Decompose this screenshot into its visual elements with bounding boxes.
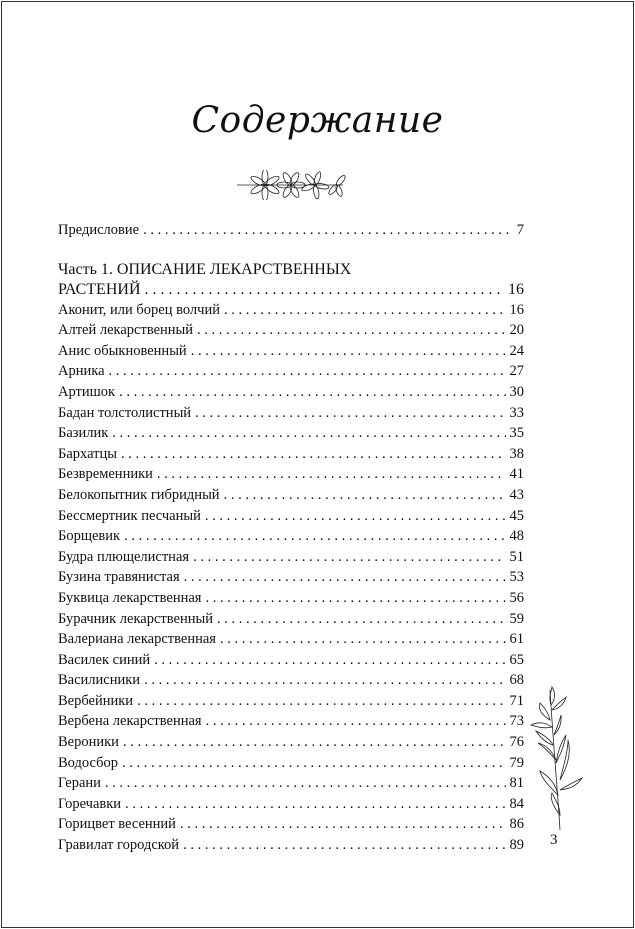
toc-entry-page: 61 bbox=[509, 631, 524, 648]
toc-entry-label: Будра плющелистная bbox=[58, 548, 190, 565]
leader-dots bbox=[145, 280, 505, 300]
leader-dots bbox=[119, 382, 505, 403]
leader-dots bbox=[109, 361, 506, 382]
toc-entry-page: 7 bbox=[516, 222, 524, 238]
toc-entry[interactable] bbox=[58, 732, 524, 753]
toc-entry[interactable] bbox=[58, 567, 524, 588]
toc-entry-label: Артишок bbox=[58, 383, 116, 400]
toc-entry[interactable] bbox=[58, 526, 524, 547]
toc-entry-label: Вербейники bbox=[58, 692, 134, 709]
toc-entry-page: 16 bbox=[509, 301, 524, 318]
toc-entry-page: 84 bbox=[509, 795, 524, 812]
leader-dots bbox=[144, 670, 505, 691]
toc-entry[interactable] bbox=[58, 320, 524, 341]
toc-entry-page: 33 bbox=[509, 404, 524, 421]
toc-entry-page: 56 bbox=[509, 589, 524, 606]
flower-ornament-icon bbox=[235, 170, 385, 200]
table-of-contents bbox=[58, 220, 524, 856]
leader-dots bbox=[154, 650, 505, 671]
leader-dots bbox=[206, 711, 506, 732]
toc-entry[interactable] bbox=[58, 361, 524, 382]
toc-entry-page: 41 bbox=[509, 466, 524, 483]
toc-entry[interactable] bbox=[58, 444, 524, 465]
toc-entry[interactable] bbox=[58, 423, 524, 444]
toc-entry-label: Гравилат городской bbox=[58, 837, 180, 854]
leader-dots bbox=[121, 444, 506, 465]
toc-entry-label: Вероники bbox=[58, 734, 119, 751]
leader-dots bbox=[193, 547, 505, 568]
leader-dots bbox=[105, 773, 506, 794]
leader-dots bbox=[197, 320, 505, 341]
toc-entry-page: 20 bbox=[509, 322, 524, 339]
leader-dots bbox=[205, 588, 505, 609]
toc-entry[interactable] bbox=[58, 814, 524, 835]
toc-entry-label: Бадан толстолистный bbox=[58, 404, 192, 421]
toc-entry-label: Безвременники bbox=[58, 466, 153, 483]
toc-entry-page: 65 bbox=[509, 651, 524, 668]
toc-entry-page: 89 bbox=[509, 837, 524, 854]
toc-entry-label: Валериана лекарственная bbox=[58, 631, 216, 648]
toc-entry-label: Предисловие bbox=[58, 222, 140, 238]
leader-dots bbox=[224, 300, 506, 321]
toc-entry[interactable] bbox=[58, 588, 524, 609]
toc-entry-label: Борщевик bbox=[58, 528, 121, 545]
toc-entry-page: 24 bbox=[509, 342, 524, 359]
toc-entry[interactable] bbox=[58, 485, 524, 506]
leader-dots bbox=[224, 485, 506, 506]
leader-dots bbox=[184, 567, 506, 588]
toc-entry[interactable] bbox=[58, 711, 524, 732]
toc-entry-page: 16 bbox=[508, 280, 524, 298]
toc-entry[interactable] bbox=[58, 464, 524, 485]
leader-dots bbox=[125, 794, 505, 815]
toc-entry[interactable] bbox=[58, 670, 524, 691]
part-title-line1: Часть 1. ОПИСАНИЕ ЛЕКАРСТВЕННЫХ bbox=[58, 260, 352, 278]
leader-dots bbox=[157, 464, 506, 485]
toc-entry[interactable] bbox=[58, 382, 524, 403]
leader-dots bbox=[137, 691, 505, 712]
page-number: 3 bbox=[550, 832, 558, 848]
leader-dots bbox=[124, 526, 505, 547]
toc-entry[interactable] bbox=[58, 691, 524, 712]
leader-dots bbox=[191, 341, 506, 362]
toc-entry[interactable] bbox=[58, 341, 524, 362]
leader-dots bbox=[183, 835, 505, 856]
toc-entry-label: Бурачник лекарственный bbox=[58, 610, 213, 627]
leaf-sprig-icon bbox=[530, 685, 585, 835]
toc-entry[interactable] bbox=[58, 773, 524, 794]
toc-entry[interactable] bbox=[58, 794, 524, 815]
toc-entry-label: Вербена лекарственная bbox=[58, 713, 202, 730]
toc-entry-label: Бессмертник песчаный bbox=[58, 507, 201, 524]
toc-entry[interactable] bbox=[58, 629, 524, 650]
toc-entry-label: Бузина травянистая bbox=[58, 569, 180, 586]
toc-entry[interactable] bbox=[58, 300, 524, 321]
toc-entry-page: 48 bbox=[509, 528, 524, 545]
toc-entry-page: 86 bbox=[509, 816, 524, 833]
toc-entry-page: 73 bbox=[509, 713, 524, 730]
part-title-line2: РАСТЕНИЙ bbox=[58, 280, 141, 298]
toc-entry[interactable] bbox=[58, 835, 524, 856]
toc-entry-label: Белокопытник гибридный bbox=[58, 486, 220, 503]
toc-entry-label: Алтей лекарственный bbox=[58, 322, 194, 339]
toc-entry[interactable] bbox=[58, 650, 524, 671]
toc-entry[interactable] bbox=[58, 753, 524, 774]
toc-entry-label: Герани bbox=[58, 775, 101, 792]
toc-entry-page: 53 bbox=[509, 569, 524, 586]
toc-entry-label: Бархатцы bbox=[58, 445, 117, 462]
toc-entry-label: Анис обыкновенный bbox=[58, 342, 187, 359]
leader-dots bbox=[205, 506, 506, 527]
toc-entry-label: Горицвет весенний bbox=[58, 816, 176, 833]
leader-dots bbox=[217, 609, 506, 630]
toc-entries bbox=[58, 300, 524, 856]
toc-entry-label: Водосбор bbox=[58, 754, 118, 771]
toc-part-1[interactable] bbox=[58, 260, 524, 300]
toc-entry-page: 76 bbox=[509, 734, 524, 751]
toc-entry-preface[interactable] bbox=[58, 220, 524, 241]
toc-entry-page: 71 bbox=[509, 692, 524, 709]
leader-dots bbox=[180, 814, 506, 835]
leader-dots bbox=[123, 732, 506, 753]
toc-entry-page: 27 bbox=[509, 363, 524, 380]
leader-dots bbox=[220, 629, 506, 650]
toc-entry-label: Василек синий bbox=[58, 651, 151, 668]
toc-entry-label: Арника bbox=[58, 363, 105, 380]
toc-entry-page: 38 bbox=[509, 445, 524, 462]
page-title: Содержание bbox=[191, 100, 444, 141]
toc-entry-label: Василисники bbox=[58, 672, 141, 689]
toc-entry-label: Горечавки bbox=[58, 795, 122, 812]
toc-entry[interactable] bbox=[58, 547, 524, 568]
toc-entry[interactable] bbox=[58, 506, 524, 527]
toc-entry-page: 68 bbox=[509, 672, 524, 689]
toc-entry-label: Базилик bbox=[58, 425, 109, 442]
toc-entry-page: 81 bbox=[509, 775, 524, 792]
leader-dots bbox=[112, 423, 505, 444]
toc-entry-label: Буквица лекарственная bbox=[58, 589, 202, 606]
leader-dots bbox=[122, 753, 506, 774]
toc-entry-page: 43 bbox=[509, 486, 524, 503]
toc-entry-label: Аконит, или борец волчий bbox=[58, 301, 220, 318]
toc-entry-page: 30 bbox=[509, 383, 524, 400]
toc-entry-page: 51 bbox=[509, 548, 524, 565]
toc-entry-page: 59 bbox=[509, 610, 524, 627]
toc-entry[interactable] bbox=[58, 609, 524, 630]
leader-dots bbox=[195, 403, 505, 424]
leader-dots bbox=[143, 220, 513, 241]
toc-entry-page: 35 bbox=[509, 425, 524, 442]
toc-entry-page: 45 bbox=[509, 507, 524, 524]
toc-entry[interactable] bbox=[58, 403, 524, 424]
toc-entry-page: 79 bbox=[509, 754, 524, 771]
